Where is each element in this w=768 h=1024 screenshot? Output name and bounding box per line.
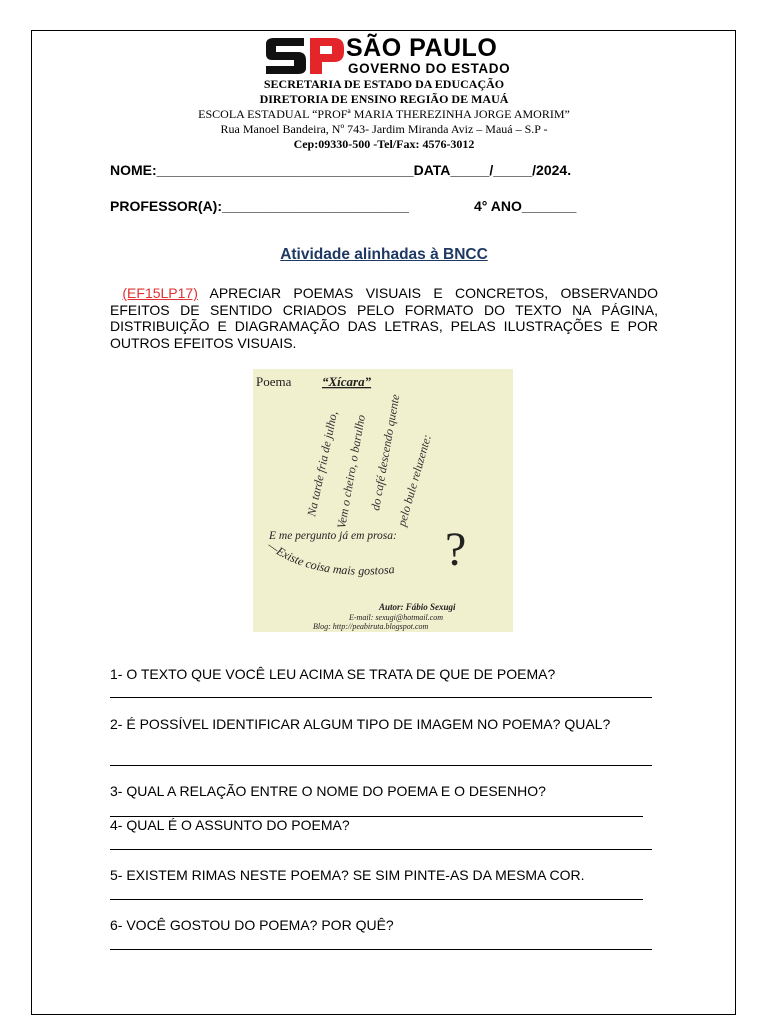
answer-line-4[interactable] — [110, 849, 652, 850]
answer-line-5[interactable] — [110, 899, 643, 900]
logo-wordmark — [346, 36, 510, 76]
poem-question-mark: ? — [445, 523, 467, 576]
activity-title — [0, 246, 768, 264]
professor-field[interactable]: PROFESSOR(A):________________________ — [110, 198, 409, 214]
poem-steam-line-3: do café descendo quente — [368, 393, 403, 512]
logo-title: SÃO PAULO — [346, 34, 498, 62]
header-diretoria: DIRETORIA DE ENSINO REGIÃO DE MAUÁ — [259, 92, 509, 106]
answer-line-2[interactable] — [110, 765, 652, 766]
header-secretaria: SECRETARIA DE ESTADO DA EDUCAÇÃO — [263, 77, 505, 91]
poem-author: Autor: Fábio Sexugi — [379, 602, 456, 612]
objective-text: APRECIAR POEMAS VISUAIS E CONCRETOS, OBSERVANDO EFEITOS DE SENTIDO CRIADOS PELO FORMATO DO TEXTO NA PÁGINA, DISTRIBUIÇÃO E DIAGRAMAÇÃO DAS LETRAS, PELAS ILUSTRAÇÕES E POR OUTROS EFEITOS VISUAIS. — [110, 285, 659, 351]
header-cep: Cep:09330-500 -Tel/Fax: 4576-3012 — [293, 137, 475, 151]
activity-title-text: Atividade alinhadas à BNCC — [280, 246, 488, 263]
poem-line-gostosa: —Existe coisa mais gostosa — [265, 538, 396, 578]
question-5: 5- EXISTEM RIMAS NESTE POEMA? SE SIM PINTE-AS DA MESMA COR. — [110, 867, 585, 883]
question-6: 6- VOCÊ GOSTOU DO POEMA? POR QUÊ? — [110, 917, 394, 933]
poem-email: E-mail: sexugi@hotmail.com — [349, 613, 444, 622]
logo-subtitle: GOVERNO DO ESTADO — [348, 61, 511, 76]
poem-steam-line-1: Na tarde fria de julho, — [304, 409, 341, 518]
question-2: 2- É POSSÍVEL IDENTIFICAR ALGUM TIPO DE IMAGEM NO POEMA? QUAL? — [110, 716, 611, 732]
header-escola: ESCOLA ESTADUAL “PROFª MARIA THEREZINHA JORGE AMORIM” — [198, 107, 570, 121]
objective-paragraph — [110, 285, 658, 351]
poem-steam-line-2: Vem o cheiro, o barulho — [334, 413, 368, 530]
header-endereco: Rua Manoel Bandeira, Nº 743- Jardim Miranda Aviz – Mauá – S.P - — [220, 122, 548, 136]
poem-steam-line-4: pelo bule reluzente: — [394, 432, 435, 528]
year-field[interactable]: 4° ANO_______ — [474, 198, 577, 214]
poem-title-prefix: Poema — [256, 374, 292, 389]
poem-blog: Blog: http://peabiruta.blogspot.com — [313, 622, 429, 631]
poem-line-prosa: E me pergunto já em prosa: — [269, 530, 397, 542]
answer-line-1[interactable] — [110, 697, 652, 698]
question-3: 3- QUAL A RELAÇÃO ENTRE O NOME DO POEMA E O DESENHO? — [110, 783, 546, 799]
name-date-field[interactable]: NOME:_________________________________DATA_____/_____/2024. — [110, 162, 572, 178]
question-4: 4- QUAL É O ASSUNTO DO POEMA? — [110, 817, 350, 833]
poem-xicara-image — [253, 369, 513, 632]
school-header — [0, 77, 768, 152]
question-1: 1- O TEXTO QUE VOCÊ LEU ACIMA SE TRATA DE QUE DE POEMA? — [110, 666, 556, 682]
answer-line-6[interactable] — [110, 949, 652, 950]
bncc-code: (EF15LP17) — [122, 285, 198, 301]
poem-title-name: “Xícara” — [322, 374, 372, 389]
